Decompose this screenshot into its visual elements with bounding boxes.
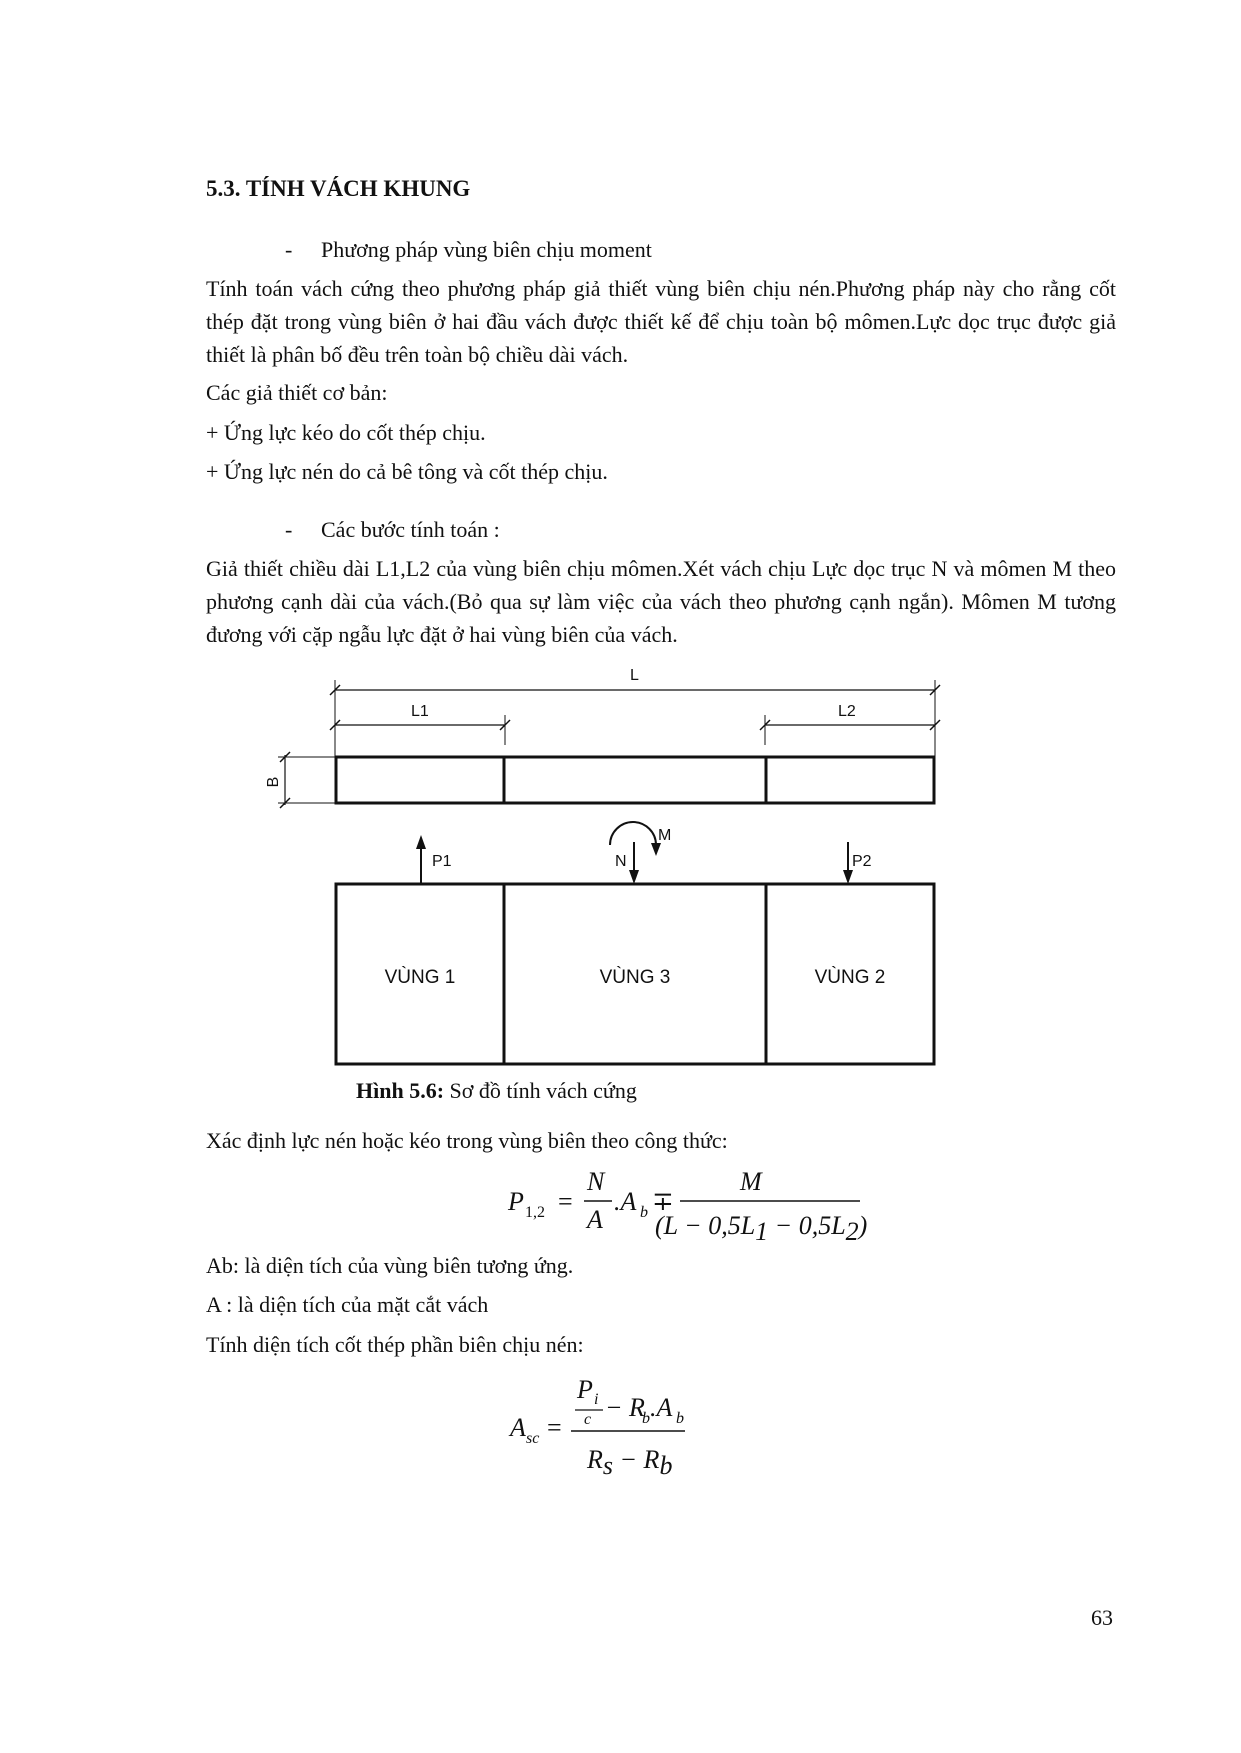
definition-Ab: Ab: là diện tích của vùng biên tương ứng.	[206, 1253, 574, 1278]
f1-num2: M	[740, 1167, 762, 1196]
label-L2: L2	[838, 703, 856, 720]
f1-mult-sub: b	[640, 1204, 648, 1221]
label-L: L	[630, 667, 639, 684]
section-heading: 5.3. TÍNH VÁCH KHUNG	[206, 176, 471, 201]
f2-rb-sub: b	[642, 1410, 650, 1427]
caption-label: Hình 5.6:	[356, 1078, 445, 1103]
label-N: N	[615, 853, 627, 870]
label-B: B	[265, 776, 282, 788]
bullet-steps-text: Các bước tính toán :	[321, 517, 500, 542]
formula-intro: Xác định lực nén hoặc kéo trong vùng biên theo công thức:	[206, 1128, 728, 1153]
wall-plan-outline	[336, 757, 934, 803]
f1-lhs-sub: 1,2	[525, 1204, 545, 1221]
assumption-compression: + Ứng lực nén do cả bê tông và cốt thép chịu.	[206, 459, 608, 484]
f2-lhs-sub: sc	[526, 1430, 540, 1447]
paragraph-method: Tính toán vách cứng theo phương pháp giả thiết vùng biên chịu nén.Phương pháp này cho rằng cốt thép đặt trong vùng biên ở hai đầu vách được thiết kế để chịu toàn bộ mômen.Lực dọc trục được giả thiết là phân bố đều trên toàn bộ chiều dài vách.	[206, 276, 1116, 367]
label-M: M	[658, 827, 672, 844]
bullet-dash: -	[285, 237, 293, 262]
paragraph-steps: Giả thiết chiều dài L1,L2 của vùng biên chịu mômen.Xét vách chịu Lực dọc trục N và mômen M theo phương cạnh dài của vách.(Bỏ qua sự làm việc của vách theo phương cạnh ngắn). Mômen M tương đương với cặp ngẫu lực đặt ở hai vùng biên của vách.	[206, 556, 1116, 647]
label-P1: P1	[432, 853, 452, 870]
steel-intro: Tính diện tích cốt thép phần biên chịu nén:	[206, 1332, 584, 1357]
bullet-method-text: Phương pháp vùng biên chịu moment	[321, 237, 652, 262]
figure-caption	[356, 1078, 637, 1104]
page-number: 63	[1091, 1605, 1113, 1630]
zone-3-label: VÙNG 3	[599, 967, 671, 988]
f2-inner-den: c	[584, 1411, 592, 1428]
formula-force	[490, 1160, 890, 1240]
f1-num1: N	[587, 1167, 605, 1196]
assumption-tension: + Ứng lực kéo do cốt thép chịu.	[206, 420, 486, 445]
f1-op: ∓	[652, 1187, 674, 1216]
label-L1: L1	[411, 703, 429, 720]
assumptions-title: Các giả thiết cơ bản:	[206, 380, 388, 405]
f2-eq: =	[547, 1413, 562, 1442]
bullet-dash: -	[285, 517, 293, 542]
label-P2: P2	[852, 853, 872, 870]
f1-den2: (L − 0,5L1 − 0,5L2)	[655, 1211, 868, 1240]
f1-den1: A	[587, 1205, 603, 1234]
f2-lhs: A	[510, 1413, 526, 1442]
formula-steel-area	[495, 1368, 715, 1488]
f1-lhs: P	[508, 1187, 524, 1216]
f2-den: Rs − Rb	[587, 1445, 673, 1480]
zone-2-label: VÙNG 2	[814, 967, 886, 988]
f2-ab: .A	[650, 1393, 673, 1422]
f2-inner-num-sub: i	[594, 1391, 599, 1408]
zone-1-label: VÙNG 1	[384, 967, 456, 988]
f2-minus-rb: − R	[605, 1393, 645, 1422]
f2-inner-num: P	[577, 1375, 593, 1404]
definition-A: A : là diện tích của mặt cắt vách	[206, 1292, 489, 1317]
f1-eq: =	[558, 1187, 573, 1216]
f2-ab-sub: b	[676, 1410, 684, 1427]
f1-mult: .A	[614, 1187, 637, 1216]
moment-M-arc	[610, 822, 656, 845]
caption-text: Sơ đồ tính vách cứng	[444, 1078, 637, 1103]
